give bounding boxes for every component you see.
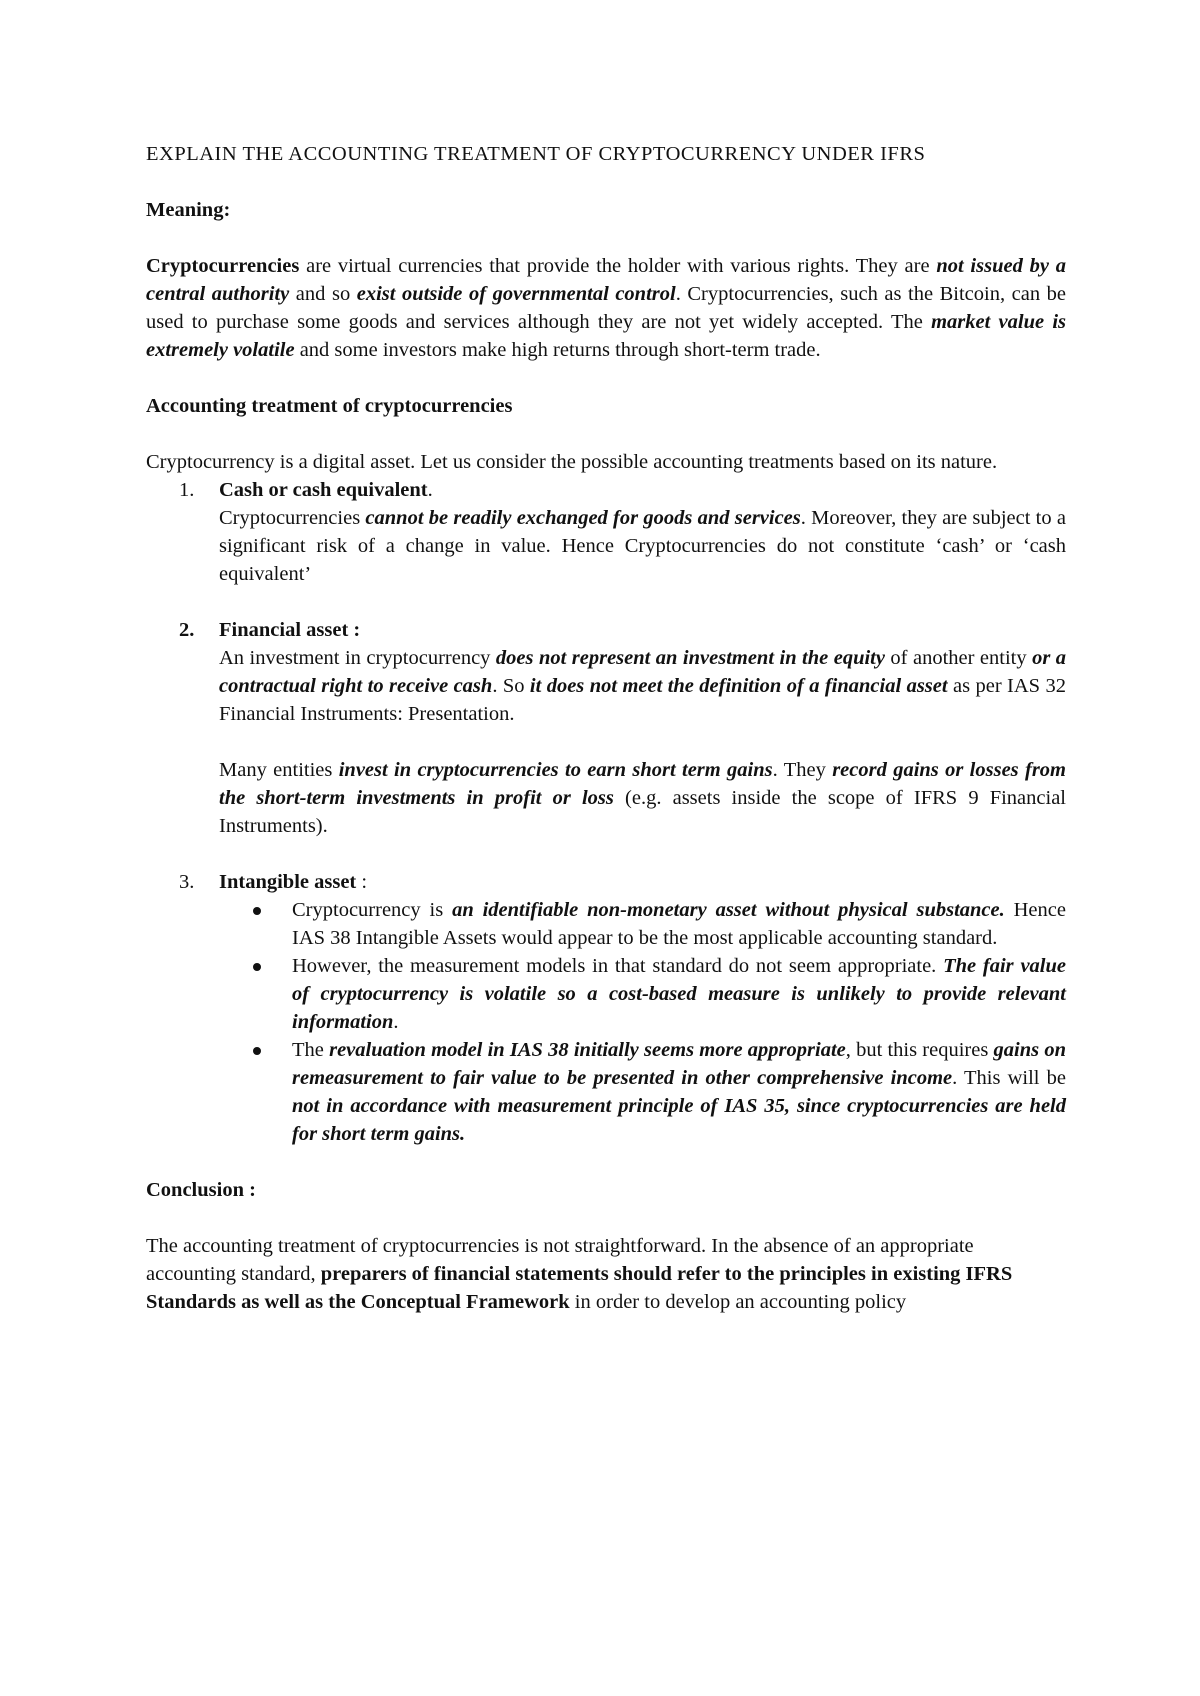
treatment-list <box>146 476 1066 1148</box>
meaning-term: Cryptocurrencies <box>146 255 300 277</box>
list-number: 3. <box>179 871 195 893</box>
list-item-intangible-asset: 3. Intangible asset : Cryptocurrency is an identifiable non-monetary asset without physical substance. Hence IAS 38 Intangible Assets would appear to be the most applicable accounting standard. However, the measurement models in that standard do not seem appropriate. The fair value of cryptocurrency is volatile so a cost-based measure is unlikely to provide relevant information. The revaluation model in IAS 38 initially seems more appropriate, but this requires gains on remeasurement to fair value to be presented in other comprehensive income. This will be not in accordance with measurement principle of IAS 35, since cryptocurrencies are held for short term gains. <box>146 868 1066 1148</box>
meaning-paragraph: Cryptocurrencies are virtual currencies that provide the holder with various rights. They are not issued by a central authority and so exist outside of governmental control. Cryptocurrencies, such as the Bitcoin, can be used to purchase some goods and services although they are not yet widely accepted. The market value is extremely volatile and some investors make high returns through short-term trade. <box>146 255 1067 361</box>
item-body: Cryptocurrencies cannot be readily exchanged for goods and services. Moreover, they are subject to a significant risk of a change in value. Hence Cryptocurrencies do not constitute ‘cash’ or ‘cash equivalent’ <box>219 507 1066 585</box>
item-heading: Cash or cash equivalent <box>219 479 428 501</box>
item-heading: Financial asset : <box>219 619 361 641</box>
meaning-heading: Meaning: <box>146 199 231 221</box>
bullet-dot-icon <box>253 963 261 971</box>
bullet-item: The revaluation model in IAS 38 initially seems more appropriate, but this requires gains on remeasurement to fair value to be presented in other comprehensive income. This will be not in accordance with measurement principle of IAS 35, since cryptocurrencies are held for short term gains. <box>219 1036 1066 1148</box>
list-item-financial-asset <box>146 616 1066 840</box>
list-item-cash: 1. Cash or cash equivalent. Cryptocurrencies cannot be readily exchanged for goods and services. Moreover, they are subject to a significant risk of a change in value. Hence Cryptocurrencies do not constitute ‘cash’ or ‘cash equivalent’ <box>146 476 1066 588</box>
item-body: An investment in cryptocurrency does not represent an investment in the equity of another entity or a contractual right to receive cash. So it does not meet the definition of a financial asset as per IAS 32 Financial Instruments: Presentation. <box>219 647 1067 725</box>
intro-paragraph: Cryptocurrency is a digital asset. Let us consider the possible accounting treatments based on its nature. <box>146 451 998 473</box>
conclusion-heading: Conclusion : <box>146 1179 256 1201</box>
bullet-item: Cryptocurrency is an identifiable non-monetary asset without physical substance. Hence IAS 38 Intangible Assets would appear to be the most applicable accounting standard. <box>219 896 1066 952</box>
bullet-dot-icon <box>253 1047 261 1055</box>
treatment-heading: Accounting treatment of cryptocurrencies <box>146 395 513 417</box>
list-number: 1. <box>179 479 195 501</box>
bullet-dot-icon <box>253 907 261 915</box>
item-body: Many entities invest in cryptocurrencies to earn short term gains. They record gains or losses from the short-term investments in profit or loss (e.g. assets inside the scope of IFRS 9 Financial Instruments). <box>219 759 1066 837</box>
bullet-item: However, the measurement models in that standard do not seem appropriate. The fair value of cryptocurrency is volatile so a cost-based measure is unlikely to provide relevant information. <box>219 952 1066 1036</box>
conclusion-paragraph: The accounting treatment of cryptocurrencies is not straightforward. In the absence of an appropriate accounting standard, preparers of financial statements should refer to the principles in existing IFRS Standards as well as the Conceptual Framework in order to develop an accounting policy <box>146 1235 1013 1313</box>
page-title: EXPLAIN THE ACCOUNTING TREATMENT OF CRYPTOCURRENCY UNDER IFRS <box>146 143 926 165</box>
bullet-list <box>219 896 1066 1148</box>
item-heading: Intangible asset <box>219 871 357 893</box>
list-number: 2. <box>179 619 195 641</box>
